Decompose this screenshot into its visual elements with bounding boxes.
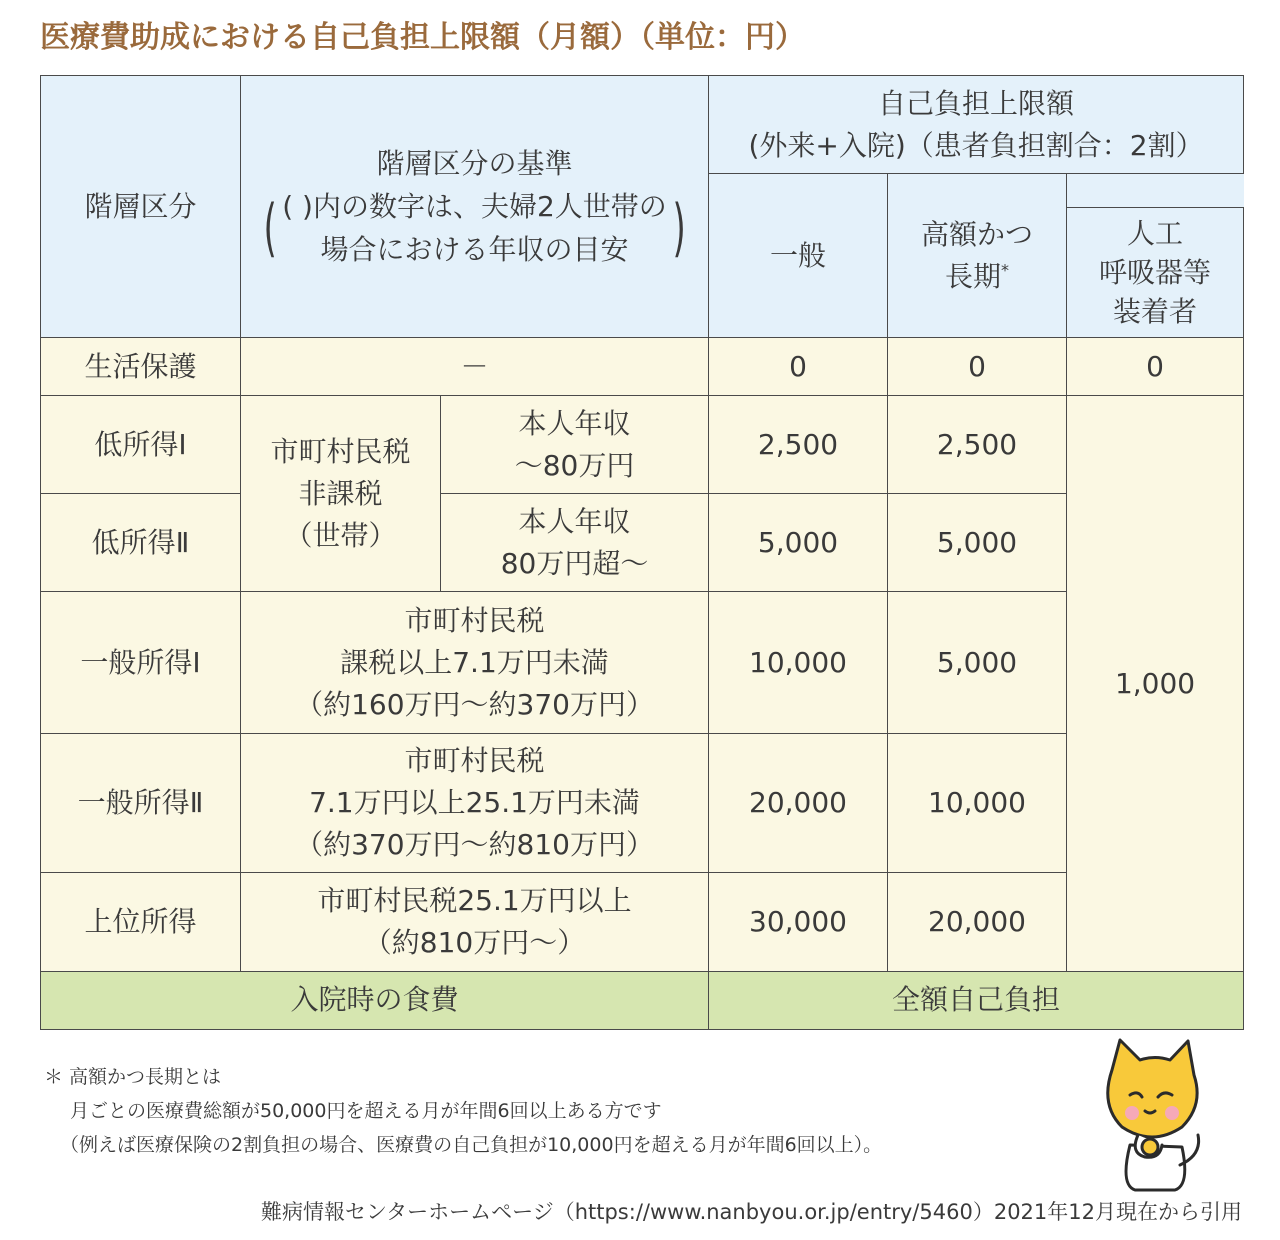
header-ventilator xyxy=(1067,208,1244,338)
right-paren-glyph: ) xyxy=(672,191,686,265)
gen1-label: 一般所得Ⅰ xyxy=(41,592,241,733)
table-row xyxy=(41,338,1244,396)
low1-label: 低所得Ⅰ xyxy=(41,396,241,494)
note-line-2: 月ごとの医療費総額が50,000円を超える月が年間6回以上ある方です xyxy=(70,1100,662,1122)
high-long-line-1: 高額かつ xyxy=(921,217,1034,251)
nontax-line-3: （世帯） xyxy=(284,518,397,552)
header-category: 階層区分 xyxy=(41,76,241,338)
gen1-crit-line-1: 市町村民税 xyxy=(404,603,545,637)
table-row xyxy=(41,494,1244,592)
header-criteria xyxy=(241,76,709,338)
table-row xyxy=(41,872,1244,971)
table-row xyxy=(41,733,1244,872)
nontax-line-2: 非課税 xyxy=(298,476,383,510)
gen2-crit-line-1: 市町村民税 xyxy=(404,743,545,777)
table-row xyxy=(41,396,1244,494)
page-title: 医療費助成における自己負担上限額（月額）（単位：円） xyxy=(40,20,805,55)
upper-general: 30,000 xyxy=(709,872,888,971)
food-label: 入院時の食費 xyxy=(41,971,709,1029)
upper-label: 上位所得 xyxy=(41,872,241,971)
food-value: 全額自己負担 xyxy=(709,971,1244,1029)
low1-sub-line-1: 本人年収 xyxy=(518,406,631,440)
upper-crit-line-1: 市町村民税25.1万円以上 xyxy=(317,883,632,917)
limit-title-1: 自己負担上限額 xyxy=(878,86,1075,120)
nontax-line-1: 市町村民税 xyxy=(270,434,411,468)
low1-sub-line-2: ～80万円 xyxy=(514,448,635,482)
upper-high-long: 20,000 xyxy=(888,872,1067,971)
gen2-general: 20,000 xyxy=(709,733,888,872)
criteria-title: 階層区分の基準 xyxy=(376,146,573,180)
header-spacer xyxy=(1067,174,1244,208)
gen2-label: 一般所得Ⅱ xyxy=(41,733,241,872)
gen1-general: 10,000 xyxy=(709,592,888,733)
low1-high-long: 2,500 xyxy=(888,396,1067,494)
header-high-long xyxy=(888,174,1067,338)
welfare-criteria: － xyxy=(241,338,709,396)
limit-title-2: (外来+入院)（患者負担割合：2割） xyxy=(748,128,1204,162)
welfare-label: 生活保護 xyxy=(41,338,241,396)
upper-criteria xyxy=(241,872,709,971)
high-long-asterisk: * xyxy=(1001,260,1010,280)
low2-sub-line-2: 80万円超～ xyxy=(500,546,649,580)
ventilator-line-2: 呼吸器等 xyxy=(1099,256,1212,290)
gen2-crit-line-2: 7.1万円以上25.1万円未満 xyxy=(309,785,640,819)
low1-general: 2,500 xyxy=(709,396,888,494)
gen1-crit-line-2: 課税以上7.1万円未満 xyxy=(340,645,609,679)
high-long-line-2: 長期 xyxy=(945,259,1002,293)
header-limit xyxy=(709,76,1244,174)
gen2-crit-line-3: （約370万円～約810万円） xyxy=(295,827,654,861)
note-line-3: （例えば医療保険の2割負担の場合、医療費の自己負担が10,000円を超える月が年間6回以上）。 xyxy=(60,1134,883,1156)
welfare-general: 0 xyxy=(709,338,888,396)
gen1-criteria xyxy=(241,592,709,733)
ventilator-shared: 1,000 xyxy=(1067,396,1244,972)
left-paren-glyph: ( xyxy=(263,191,277,265)
gen1-high-long: 5,000 xyxy=(888,592,1067,733)
welfare-high-long: 0 xyxy=(888,338,1067,396)
upper-crit-line-2: （約810万円～） xyxy=(363,925,586,959)
low2-label: 低所得Ⅱ xyxy=(41,494,241,592)
low2-high-long: 5,000 xyxy=(888,494,1067,592)
cat-mascot-illustration xyxy=(1090,1035,1210,1195)
source-citation: 難病情報センターホームページ（https://www.nanbyou.or.jp/entry/5460）2021年12月現在から引用 xyxy=(260,1200,1242,1224)
nontax-criteria xyxy=(241,396,441,592)
table-row xyxy=(41,592,1244,733)
criteria-note-1: ( )内の数字は、夫婦2人世帯の xyxy=(282,189,667,223)
low2-general: 5,000 xyxy=(709,494,888,592)
note-line-1: ＊ 高額かつ長期とは xyxy=(44,1066,222,1088)
low2-sub xyxy=(441,494,709,592)
criteria-note-2: 場合における年収の目安 xyxy=(320,233,629,267)
cost-limit-table xyxy=(40,75,1244,1030)
gen2-high-long: 10,000 xyxy=(888,733,1067,872)
gen1-crit-line-3: （約160万円～約370万円） xyxy=(295,687,654,721)
low1-sub xyxy=(441,396,709,494)
welfare-ventilator: 0 xyxy=(1067,338,1244,396)
gen2-criteria xyxy=(241,733,709,872)
ventilator-line-3: 装着者 xyxy=(1113,295,1198,329)
low2-sub-line-1: 本人年収 xyxy=(518,504,631,538)
table-row xyxy=(41,971,1244,1029)
header-general: 一般 xyxy=(709,174,888,338)
ventilator-line-1: 人工 xyxy=(1127,216,1184,250)
